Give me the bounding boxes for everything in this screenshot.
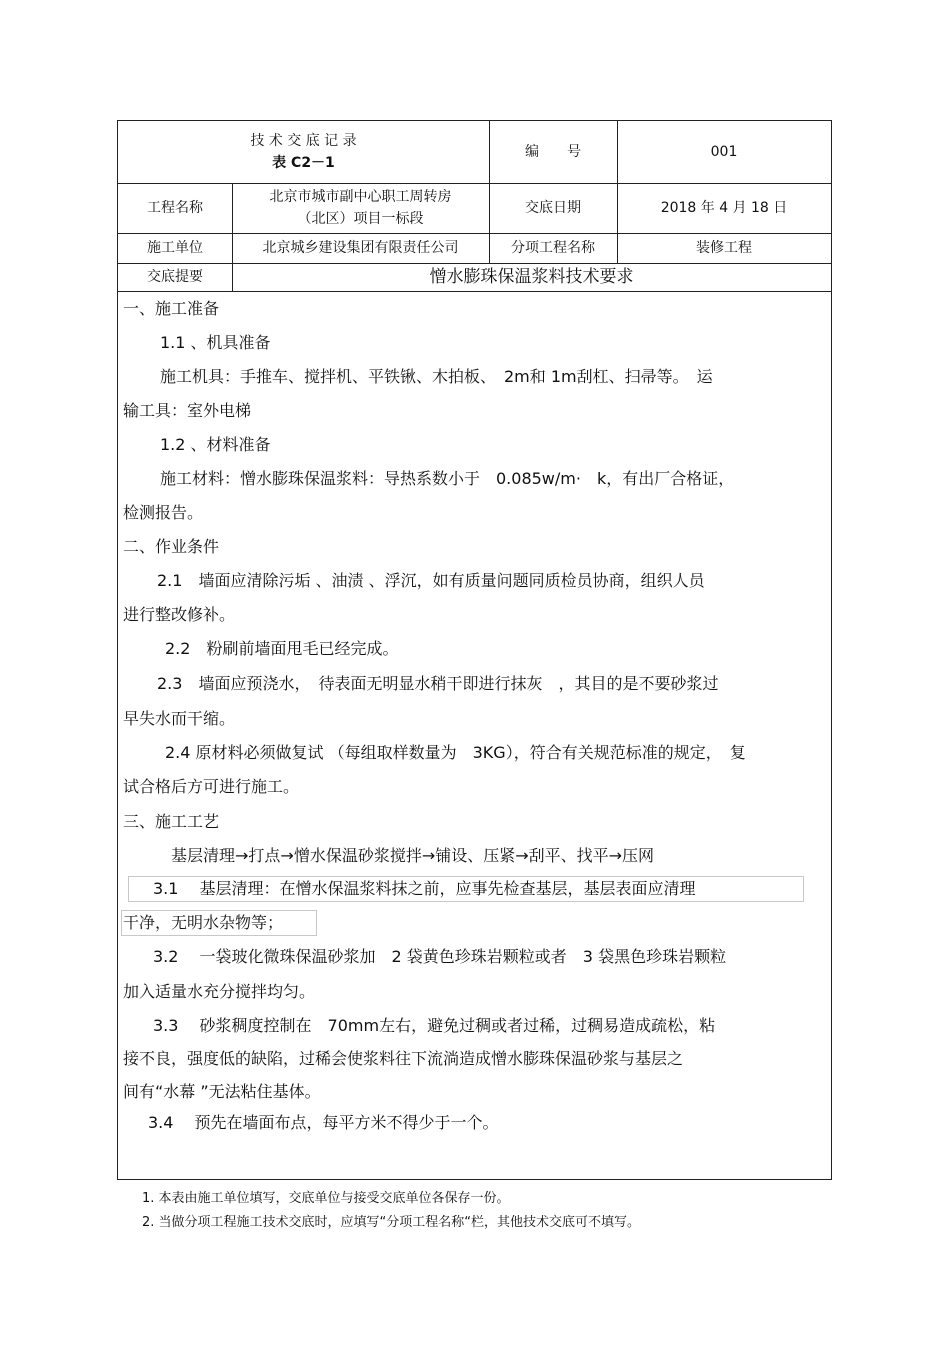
paragraph-line: 2.3 墙面应预浇水， 待表面无明显水稍干即进行抹灰 ，其目的是不要砂浆过: [157, 674, 719, 693]
paragraph-line: 接不良，强度低的缺陷，过稀会使浆料往下流淌造成憎水膨珠保温砂浆与基层之: [123, 1049, 684, 1068]
process-flow: 基层清理→打点→憎水保温砂浆搅拌→铺设、压紧→刮平、找平→压网: [171, 846, 655, 865]
construction-unit-value: 北京城乡建设集团有限责任公司: [262, 240, 459, 256]
project-name-label: 工程名称: [147, 200, 203, 216]
paragraph-line: 2.1 墙面应清除污垢 、油渍 、浮沉，如有质量问题同质检员协商，组织人员: [157, 571, 705, 590]
section-heading: 二、作业条件: [123, 537, 220, 556]
form-title: [118, 121, 489, 183]
row-divider: [118, 291, 831, 292]
form-code: 表 C2－1: [272, 155, 335, 171]
paragraph-line: 2.2 粉刷前墙面甩毛已经完成。: [165, 639, 399, 658]
paragraph-line: 3.3 砂浆稠度控制在 70mm左右，避免过稠或者过稀，过稠易造成疏松，粘: [153, 1016, 716, 1035]
project-name-line: （北区）项目一标段: [297, 211, 424, 227]
date-value: 2018 年 4 月 18 日: [660, 200, 788, 216]
paragraph-line: 早失水而干缩。: [123, 709, 236, 728]
date-label: 交底日期: [525, 200, 581, 216]
summary-value: 憎水膨珠保温浆料技术要求: [429, 267, 634, 287]
paragraph-line: 输工具：室外电梯: [123, 401, 252, 420]
section-heading: 三、施工工艺: [123, 812, 220, 831]
construction-unit-label: 施工单位: [147, 240, 203, 256]
paragraph-line: 间有“水幕 ”无法粘住基体。: [123, 1082, 321, 1101]
paragraph-line: 加入适量水充分搅拌均匀。: [123, 982, 316, 1001]
subproject-value: 装修工程: [696, 240, 752, 256]
footer-note: 2. 当做分项工程施工技术交底时，应填写“分项工程名称“栏，其他技术交底可不填写。: [142, 1215, 641, 1230]
summary-label: 交底提要: [147, 269, 203, 285]
subsection-heading: 1.1 、机具准备: [160, 333, 271, 352]
paragraph-line: 干净，无明水杂物等；: [123, 913, 284, 932]
paragraph-line: 2.4 原材料必须做复试 （每组取样数量为 3KG），符合有关规范标准的规定， 复: [165, 743, 746, 762]
subsection-heading: 1.2 、材料准备: [160, 435, 271, 454]
project-name-line: 北京市城市副中心职工周转房: [269, 189, 452, 205]
paragraph-line: 3.2 一袋玻化微珠保温砂浆加 2 袋黄色珍珠岩颗粒或者 3 袋黑色珍珠岩颗粒: [153, 947, 727, 966]
project-name-value: [232, 183, 489, 233]
footer-note: 1. 本表由施工单位填写，交底单位与接受交底单位各保存一份。: [142, 1191, 510, 1206]
paragraph-line: 3.4 预先在墙面布点，每平方米不得少于一个。: [148, 1113, 499, 1132]
paragraph-line: 施工材料：憎水膨珠保温浆料：导热系数小于 0.085w/m· k，有出厂合格证，: [160, 469, 735, 488]
paragraph-line: 检测报告。: [123, 503, 204, 522]
form-title-main: 技 术 交 底 记 录: [250, 133, 357, 149]
number-label: 编 号: [525, 144, 581, 160]
section-heading: 一、施工准备: [123, 299, 220, 318]
number-value: 001: [710, 144, 738, 160]
paragraph-line: 试合格后方可进行施工。: [123, 777, 300, 796]
paragraph-line: 3.1 基层清理：在憎水保温浆料抹之前，应事先检查基层，基层表面应清理: [153, 879, 696, 898]
paragraph-line: 进行整改修补。: [123, 605, 236, 624]
subproject-label: 分项工程名称: [511, 240, 595, 256]
paragraph-line: 施工机具：手推车、搅拌机、平铁锹、木拍板、 2m和 1m刮杠、扫帚等。 运: [160, 367, 713, 386]
